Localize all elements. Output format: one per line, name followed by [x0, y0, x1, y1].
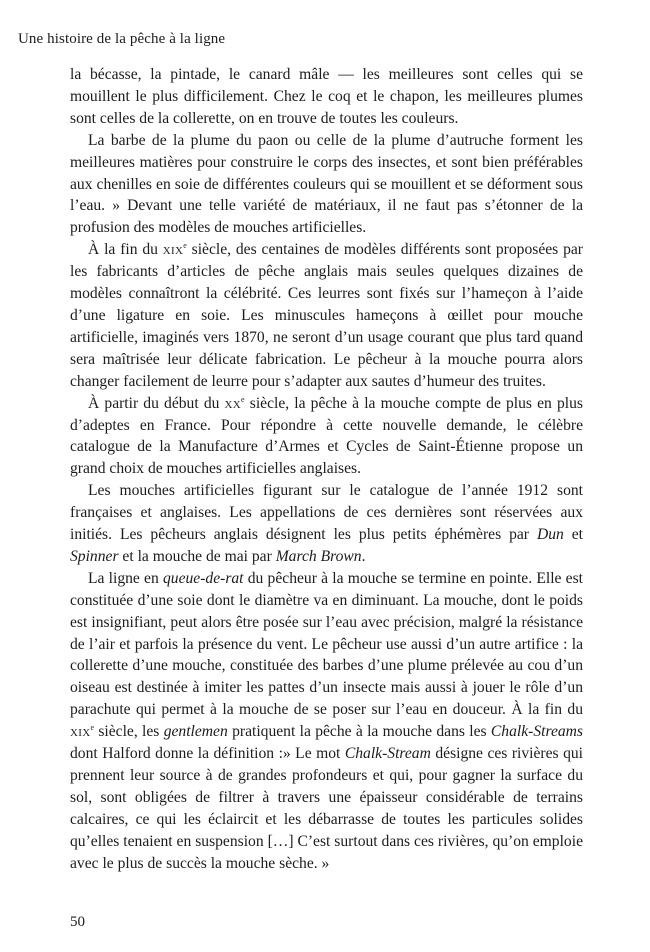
- text-run: Les mouches artificielles figurant sur le catalogue de l’année 1912 sont françaises et anglaises. Les appellations de ces dernières sont réservées aux initiés. Les pêcheurs anglais désignent les plus petits éphémères par: [70, 482, 583, 544]
- century-numeral: xix: [70, 723, 91, 741]
- italic-term: Dun: [536, 526, 564, 544]
- century-numeral: xix: [162, 241, 184, 259]
- running-head: Une histoire de la pêche à la ligne: [18, 31, 226, 47]
- superscript: e: [241, 394, 245, 404]
- text-run: La ligne en: [88, 569, 163, 587]
- text-run: siècle, les: [94, 723, 164, 741]
- italic-term: Spinner: [70, 547, 119, 565]
- superscript: e: [90, 723, 95, 733]
- page-number: 50: [70, 914, 85, 930]
- italic-term: gentlemen: [163, 723, 228, 741]
- italic-term: March Brown: [275, 547, 362, 565]
- text-run: dont Halford donne la définition :» Le mot: [70, 745, 345, 763]
- text-run: siècle, la pêche à la mouche compte de plus en plus d’adeptes en France. Pour répondre à cette nouvelle demande, le célèbre catalogue de la Manufacture d’Armes et Cycles de Saint-Étienne propose un grand choix de mouches artificielles anglaises.: [70, 394, 583, 478]
- italic-term: queue-de-rat: [162, 569, 244, 587]
- italic-term: Chalk-Streams: [490, 723, 583, 741]
- paragraph: [70, 64, 583, 130]
- paragraph: [70, 480, 583, 568]
- text-run: siècle, des centaines de modèles différents sont proposées par les fabricants d’articles de pêche anglais mais seules quelques dizaines de modèles connaîtront la célébrité. Ces leurres sont fixés sur l’hameçon à l’aide d’une ligature en soie. Les minuscules hameçons à œillet pour mouche artificielle, imaginés vers 1870, ne seront d’un usage courant que plus tard quand sera maîtrisée leur délicate fabrication. Le pêcheur à la mouche pourra alors changer facilement de leurre pour s’adapter aux sautes d’humeur des truites.: [70, 241, 583, 390]
- paragraph: [70, 130, 583, 240]
- text-run: désigne ces rivières qui prennent leur source à de grandes profondeurs et qui, pour gagner la surface du sol, sont obligées de filtrer à travers une épaisseur considérable de terrains calcaires, ce qui les éclaircit et les débarrasse de toutes les particules solides qu’elles tenaient en suspension […] C’est surtout dans ces rivières, qu’on emploie avec le plus de succès la mouche sèche. »: [70, 745, 583, 872]
- paragraph: [70, 393, 583, 481]
- text-run: À la fin du: [88, 241, 163, 259]
- text-run: et: [563, 526, 584, 544]
- text-run: la bécasse, la pintade, le canard mâle — les meilleures sont celles qui se mouillent le plus difficilement. Chez le coq et le chapon, les meilleures plumes sont celles de la collerette, on en trouve de toutes les couleurs.: [70, 66, 583, 127]
- paragraph: [70, 239, 583, 392]
- body-text: [70, 64, 583, 875]
- superscript: e: [183, 241, 187, 251]
- italic-term: Chalk-Stream: [344, 745, 431, 763]
- text-run: La barbe de la plume du paon ou celle de la plume d’autruche forment les meilleures matières pour construire le corps des insectes, et sont bien préférables aux chenilles en soie de différentes couleurs qui se mouillent et se déforment sous l’eau. » Devant une telle variété de matériaux, il ne faut pas s’étonner de la profusion des modèles de mouches artificielles.: [70, 131, 583, 237]
- text-run: et la mouche de mai par: [118, 547, 276, 565]
- text-run: pratiquent la pêche à la mouche dans les: [227, 723, 491, 741]
- century-numeral: xx: [224, 394, 242, 412]
- text-run: .: [361, 547, 366, 565]
- text-run: du pêcheur à la mouche se termine en pointe. Elle est constituée d’une soie dont le diamètre va en diminuant. La mouche, dont le poids est insignifiant, peut alors être posée sur l’eau avec précision, malgré la résistance de l’air et parfois la présence du vent. Le pêcheur use aussi d’un autre artifice : la collerette d’une mouche, constituée des barbes d’une plume prélevée au cou d’un oiseau est destinée à imiter les pattes d’un insecte mais aussi à jouer le rôle d’un parachute qui permet à la mouche de se poser sur l’eau en douceur. À la fin du: [70, 569, 583, 719]
- text-run: À partir du début du: [88, 394, 225, 412]
- paragraph: [70, 568, 583, 875]
